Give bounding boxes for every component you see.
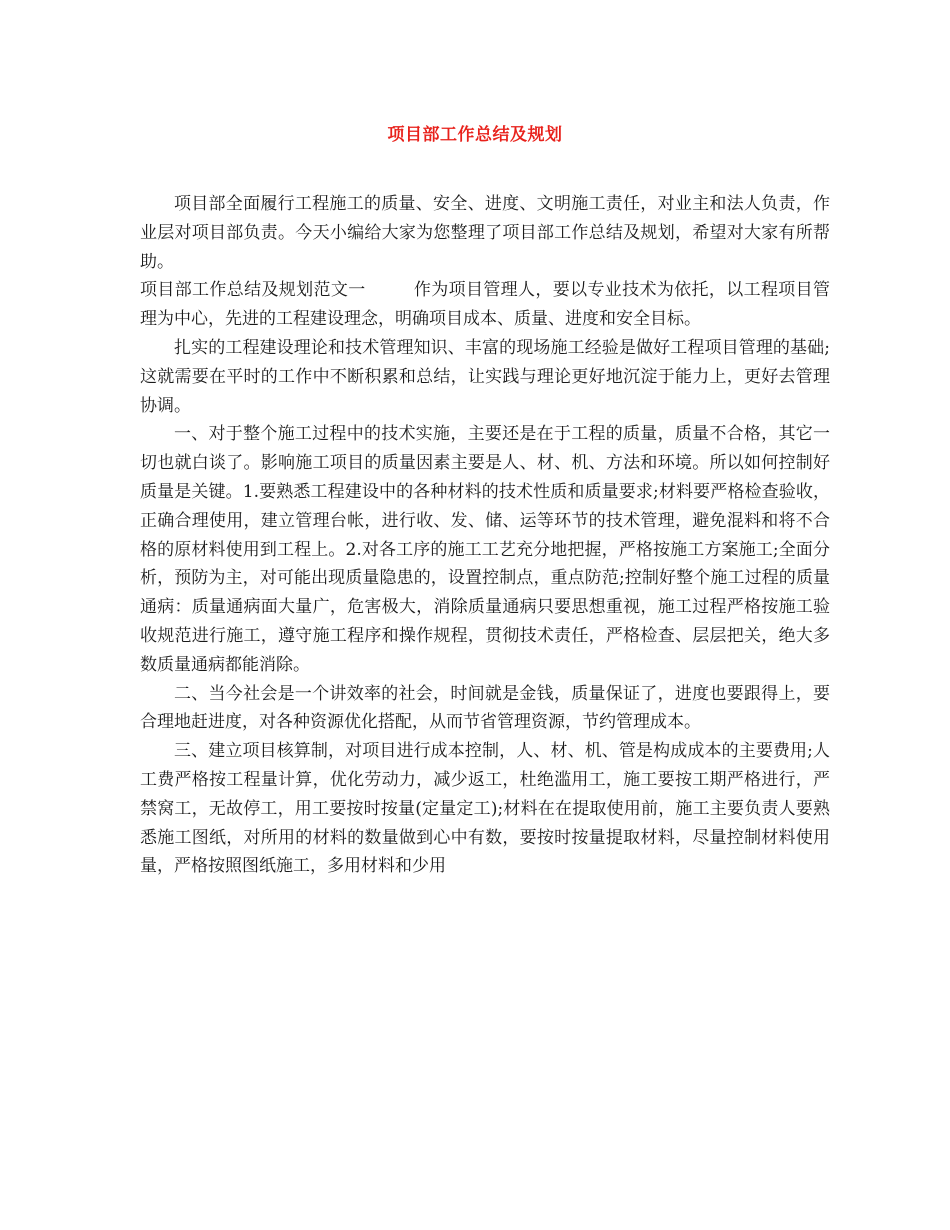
paragraph-point-one: 一、对于整个施工过程中的技术实施，主要还是在于工程的质量，质量不合格，其它一切也就白谈了。影响施工项目的质量因素主要是人、材、机、方法和环境。所以如何控制好质量是关键。1.要熟悉工程建设中的各种材料的技术性质和质量要求;材料要严格检查验收，正确合理使用，建立管理台帐，进行收、发、储、运等环节的技术管理，避免混料和将不合格的原材料使用到工程上。2.对各工序的施工工艺充分地把握，严格按施工方案施工;全面分析，预防为主，对可能出现质量隐患的，设置控制点，重点防范;控制好整个施工过程的质量通病：质量通病面大量广，危害极大，消除质量通病只要思想重视，施工过程严格按施工验收规范进行施工，遵守施工程序和操作规程，贯彻技术责任，严格检查、层层把关，绝大多数质量通病都能消除。 [140,424,830,675]
document-body [140,190,830,881]
paragraph-foundation: 扎实的工程建设理论和技术管理知识、丰富的现场施工经验是做好工程项目管理的基础;这就需要在平时的工作中不断积累和总结，让实践与理论更好地沉淀于能力上，更好去管理协调。 [140,337,830,416]
paragraph-sample-one [140,276,830,334]
paragraph-intro: 项目部全面履行工程施工的质量、安全、进度、文明施工责任，对业主和法人负责，作业层对项目部负责。今天小编给大家为您整理了项目部工作总结及规划，希望对大家有所帮助。 [140,194,830,272]
paragraph-point-three: 三、建立项目核算制，对项目进行成本控制，人、材、机、管是构成成本的主要费用;人工费严格按工程量计算，优化劳动力，减少返工，杜绝滥用工，施工要按工期严格进行，严禁窝工，无故停工，用工要按时按量(定量定工);材料在在提取使用前，施工主要负责人要熟悉施工图纸，对所用的材料的数量做到心中有数，要按时按量提取材料，尽量控制材料使用量，严格按照图纸施工，多用材料和少用 [140,741,830,877]
paragraph-point-two: 二、当今社会是一个讲效率的社会，时间就是金钱，质量保证了，进度也要跟得上，要合理地赶进度，对各种资源优化搭配，从而节省管理资源，节约管理成本。 [140,683,830,733]
document-title: 项目部工作总结及规划 [387,125,563,145]
sample-one-text: 作为项目管理人，要以专业技术为依托，以工程项目管理为中心，先进的工程建设理念，明确项目成本、质量、进度和安全目标。 [140,280,831,330]
sample-heading: 项目部工作总结及规划范文一 [140,280,366,301]
